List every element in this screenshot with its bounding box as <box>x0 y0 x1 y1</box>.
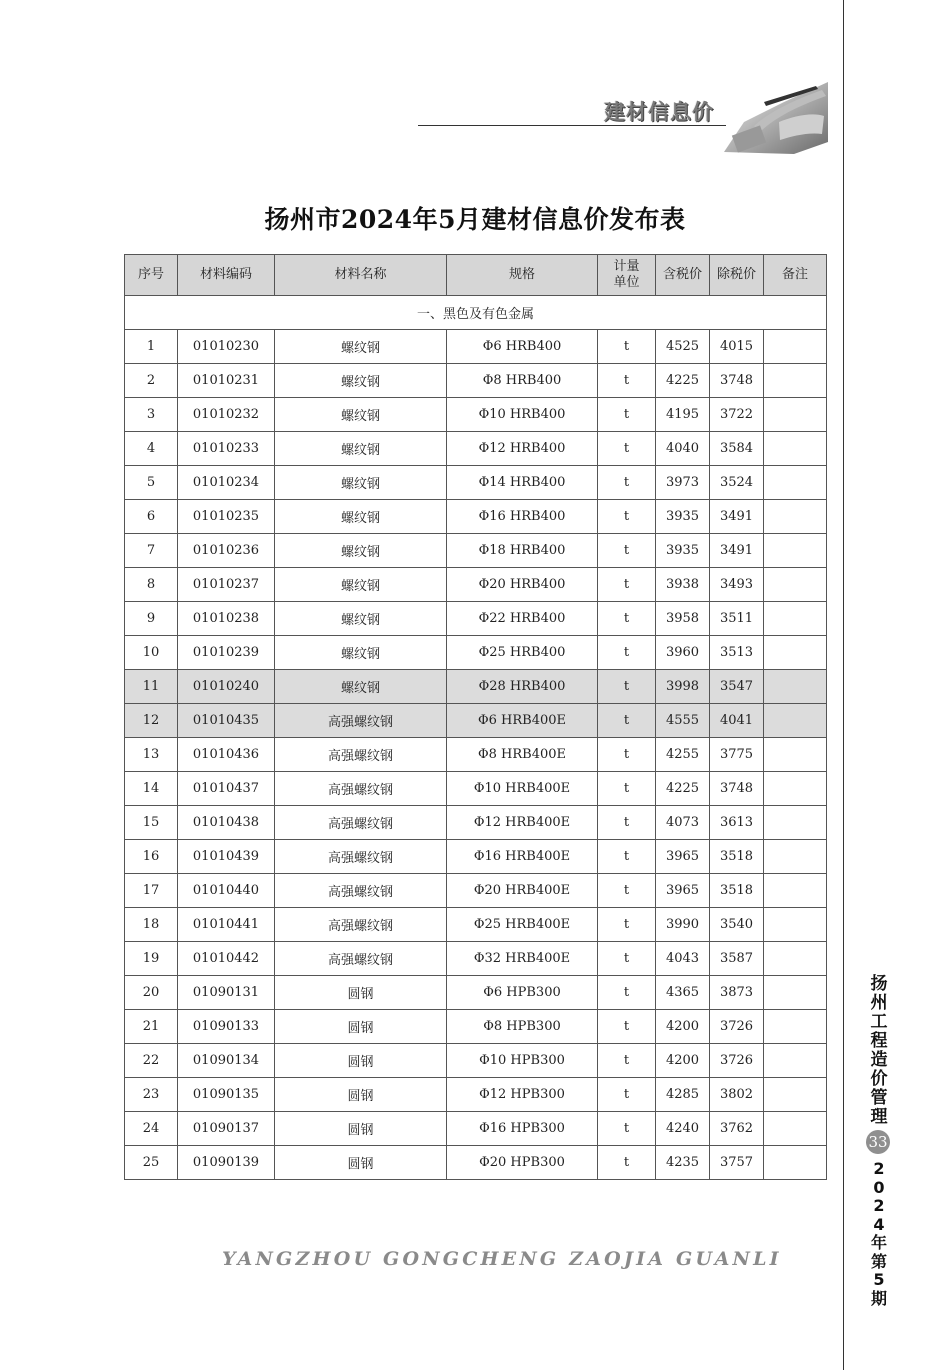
table-row <box>125 670 827 704</box>
cell-spec: Φ25 HRB400E <box>447 908 598 942</box>
cell-code: 01010235 <box>178 500 275 534</box>
cell-name: 高强螺纹钢 <box>275 942 447 976</box>
page-number-badge: 33 <box>866 1130 890 1154</box>
cell-remark <box>764 840 827 874</box>
cell-price-notax: 3518 <box>710 840 764 874</box>
cell-unit: t <box>598 942 656 976</box>
cell-unit: t <box>598 602 656 636</box>
table-row <box>125 432 827 466</box>
cell-price-tax: 4525 <box>656 330 710 364</box>
cell-unit: t <box>598 670 656 704</box>
cell-unit: t <box>598 738 656 772</box>
cell-seq: 7 <box>125 534 178 568</box>
cell-spec: Φ8 HRB400 <box>447 364 598 398</box>
cell-name: 螺纹钢 <box>275 432 447 466</box>
cell-remark <box>764 636 827 670</box>
table-row <box>125 772 827 806</box>
cell-price-notax: 3584 <box>710 432 764 466</box>
cell-name: 圆钢 <box>275 1044 447 1078</box>
cell-code: 01090139 <box>178 1146 275 1180</box>
col-header-price-tax: 含税价 <box>656 255 710 296</box>
table-row <box>125 1044 827 1078</box>
cell-price-tax: 4285 <box>656 1078 710 1112</box>
cell-price-notax: 3726 <box>710 1010 764 1044</box>
table-row <box>125 602 827 636</box>
cell-code: 01010239 <box>178 636 275 670</box>
cell-remark <box>764 1078 827 1112</box>
cell-name: 螺纹钢 <box>275 602 447 636</box>
cell-price-notax: 3547 <box>710 670 764 704</box>
cell-spec: Φ20 HRB400E <box>447 874 598 908</box>
cell-code: 01010442 <box>178 942 275 976</box>
cell-price-tax: 4043 <box>656 942 710 976</box>
cell-remark <box>764 398 827 432</box>
table-row <box>125 466 827 500</box>
table-row <box>125 874 827 908</box>
cell-spec: Φ22 HRB400 <box>447 602 598 636</box>
cell-seq: 13 <box>125 738 178 772</box>
cell-price-tax: 4073 <box>656 806 710 840</box>
cell-remark <box>764 670 827 704</box>
cell-code: 01010230 <box>178 330 275 364</box>
cell-spec: Φ25 HRB400 <box>447 636 598 670</box>
cell-seq: 24 <box>125 1112 178 1146</box>
col-header-code: 材料编码 <box>178 255 275 296</box>
cell-unit: t <box>598 908 656 942</box>
cell-price-tax: 4555 <box>656 704 710 738</box>
cell-spec: Φ20 HPB300 <box>447 1146 598 1180</box>
cell-remark <box>764 466 827 500</box>
header-title: 建材信息价 <box>604 100 714 124</box>
cell-remark <box>764 1010 827 1044</box>
cell-unit: t <box>598 636 656 670</box>
cell-price-tax: 3935 <box>656 534 710 568</box>
table-row <box>125 976 827 1010</box>
cell-seq: 8 <box>125 568 178 602</box>
cell-spec: Φ14 HRB400 <box>447 466 598 500</box>
cell-price-notax: 3775 <box>710 738 764 772</box>
section-row <box>125 296 827 330</box>
cell-seq: 6 <box>125 500 178 534</box>
cell-spec: Φ28 HRB400 <box>447 670 598 704</box>
cell-price-tax: 4255 <box>656 738 710 772</box>
section-title: 一、黑色及有色金属 <box>125 296 827 330</box>
cell-remark <box>764 568 827 602</box>
cell-price-notax: 3802 <box>710 1078 764 1112</box>
cell-code: 01010438 <box>178 806 275 840</box>
cell-price-tax: 4225 <box>656 772 710 806</box>
cell-unit: t <box>598 466 656 500</box>
cell-unit: t <box>598 1010 656 1044</box>
cell-price-notax: 3491 <box>710 500 764 534</box>
cell-price-tax: 4235 <box>656 1146 710 1180</box>
cell-name: 高强螺纹钢 <box>275 738 447 772</box>
cell-remark <box>764 942 827 976</box>
table-row <box>125 398 827 432</box>
table-row <box>125 568 827 602</box>
cell-price-notax: 3587 <box>710 942 764 976</box>
cell-name: 圆钢 <box>275 976 447 1010</box>
cell-code: 01010237 <box>178 568 275 602</box>
cell-unit: t <box>598 772 656 806</box>
cell-name: 高强螺纹钢 <box>275 874 447 908</box>
cell-price-notax: 3748 <box>710 772 764 806</box>
price-table <box>124 254 827 1180</box>
cell-spec: Φ12 HRB400E <box>447 806 598 840</box>
cell-seq: 12 <box>125 704 178 738</box>
cell-unit: t <box>598 534 656 568</box>
cell-seq: 11 <box>125 670 178 704</box>
cell-seq: 10 <box>125 636 178 670</box>
cell-remark <box>764 874 827 908</box>
cell-unit: t <box>598 1044 656 1078</box>
cell-remark <box>764 806 827 840</box>
cell-name: 圆钢 <box>275 1078 447 1112</box>
cell-remark <box>764 908 827 942</box>
cell-code: 01090135 <box>178 1078 275 1112</box>
table-row <box>125 704 827 738</box>
cell-price-tax: 4365 <box>656 976 710 1010</box>
cell-price-tax: 3973 <box>656 466 710 500</box>
cell-price-tax: 3998 <box>656 670 710 704</box>
col-header-price-notax: 除税价 <box>710 255 764 296</box>
cell-remark <box>764 976 827 1010</box>
table-row <box>125 500 827 534</box>
cell-remark <box>764 534 827 568</box>
document-title: 扬州市2024年5月建材信息价发布表 <box>264 205 686 234</box>
cell-seq: 1 <box>125 330 178 364</box>
cell-spec: Φ10 HRB400 <box>447 398 598 432</box>
table-row <box>125 806 827 840</box>
cell-code: 01010437 <box>178 772 275 806</box>
cell-name: 螺纹钢 <box>275 330 447 364</box>
cell-code: 01010236 <box>178 534 275 568</box>
table-row <box>125 1010 827 1044</box>
cell-price-tax: 3965 <box>656 840 710 874</box>
side-magazine-title: 扬州工程造价管理 <box>870 974 888 1127</box>
table-row <box>125 738 827 772</box>
cell-code: 01010234 <box>178 466 275 500</box>
cell-seq: 3 <box>125 398 178 432</box>
cell-price-notax: 3762 <box>710 1112 764 1146</box>
cell-unit: t <box>598 568 656 602</box>
cell-seq: 23 <box>125 1078 178 1112</box>
cell-code: 01090137 <box>178 1112 275 1146</box>
cell-spec: Φ8 HPB300 <box>447 1010 598 1044</box>
cell-spec: Φ10 HRB400E <box>447 772 598 806</box>
cell-name: 螺纹钢 <box>275 636 447 670</box>
table-row <box>125 1146 827 1180</box>
cell-price-notax: 4015 <box>710 330 764 364</box>
cell-spec: Φ32 HRB400E <box>447 942 598 976</box>
cell-remark <box>764 1146 827 1180</box>
cell-price-tax: 3935 <box>656 500 710 534</box>
cell-name: 螺纹钢 <box>275 466 447 500</box>
side-issue-label: 2024年第5期 <box>870 1159 887 1308</box>
cell-price-notax: 3613 <box>710 806 764 840</box>
cell-price-notax: 3748 <box>710 364 764 398</box>
col-header-spec: 规格 <box>447 255 598 296</box>
cell-spec: Φ6 HRB400 <box>447 330 598 364</box>
cell-price-tax: 4225 <box>656 364 710 398</box>
cell-name: 螺纹钢 <box>275 670 447 704</box>
cell-unit: t <box>598 806 656 840</box>
cell-seq: 2 <box>125 364 178 398</box>
cell-unit: t <box>598 1146 656 1180</box>
cell-seq: 18 <box>125 908 178 942</box>
cell-seq: 16 <box>125 840 178 874</box>
cell-name: 高强螺纹钢 <box>275 806 447 840</box>
cell-price-tax: 3965 <box>656 874 710 908</box>
cell-name: 螺纹钢 <box>275 500 447 534</box>
col-header-name: 材料名称 <box>275 255 447 296</box>
cell-spec: Φ8 HRB400E <box>447 738 598 772</box>
table-row <box>125 840 827 874</box>
cell-spec: Φ10 HPB300 <box>447 1044 598 1078</box>
cell-unit: t <box>598 500 656 534</box>
cell-seq: 17 <box>125 874 178 908</box>
cell-remark <box>764 738 827 772</box>
cell-price-tax: 4200 <box>656 1044 710 1078</box>
cell-name: 圆钢 <box>275 1010 447 1044</box>
cell-code: 01090133 <box>178 1010 275 1044</box>
cell-price-tax: 4200 <box>656 1010 710 1044</box>
cell-price-notax: 3491 <box>710 534 764 568</box>
cell-code: 01010233 <box>178 432 275 466</box>
cell-unit: t <box>598 330 656 364</box>
cell-price-notax: 3873 <box>710 976 764 1010</box>
cell-unit: t <box>598 1112 656 1146</box>
cell-price-tax: 4195 <box>656 398 710 432</box>
cell-code: 01010240 <box>178 670 275 704</box>
cell-price-notax: 3757 <box>710 1146 764 1180</box>
col-header-unit-line2: 单位 <box>613 275 640 290</box>
cell-name: 螺纹钢 <box>275 364 447 398</box>
col-header-remark: 备注 <box>764 255 827 296</box>
cell-price-notax: 3518 <box>710 874 764 908</box>
table-row <box>125 636 827 670</box>
cell-spec: Φ16 HRB400E <box>447 840 598 874</box>
col-header-seq: 序号 <box>125 255 178 296</box>
cell-price-notax: 3493 <box>710 568 764 602</box>
cell-code: 01010238 <box>178 602 275 636</box>
cell-seq: 21 <box>125 1010 178 1044</box>
cell-name: 高强螺纹钢 <box>275 704 447 738</box>
cell-code: 01010232 <box>178 398 275 432</box>
cell-price-notax: 3513 <box>710 636 764 670</box>
cell-name: 螺纹钢 <box>275 534 447 568</box>
cell-name: 圆钢 <box>275 1112 447 1146</box>
cell-remark <box>764 1112 827 1146</box>
cell-price-notax: 3540 <box>710 908 764 942</box>
cell-seq: 14 <box>125 772 178 806</box>
cell-code: 01010436 <box>178 738 275 772</box>
cell-seq: 25 <box>125 1146 178 1180</box>
cell-remark <box>764 500 827 534</box>
cell-spec: Φ18 HRB400 <box>447 534 598 568</box>
cell-remark <box>764 772 827 806</box>
cell-name: 高强螺纹钢 <box>275 772 447 806</box>
cell-seq: 22 <box>125 1044 178 1078</box>
cell-seq: 19 <box>125 942 178 976</box>
cell-price-tax: 3960 <box>656 636 710 670</box>
cell-remark <box>764 364 827 398</box>
cell-name: 高强螺纹钢 <box>275 840 447 874</box>
cell-seq: 9 <box>125 602 178 636</box>
cell-unit: t <box>598 840 656 874</box>
cell-name: 高强螺纹钢 <box>275 908 447 942</box>
cell-code: 01010435 <box>178 704 275 738</box>
cell-price-tax: 3938 <box>656 568 710 602</box>
cell-remark <box>764 1044 827 1078</box>
cell-seq: 15 <box>125 806 178 840</box>
cell-remark <box>764 330 827 364</box>
header-hand-pen-image <box>724 82 828 154</box>
cell-name: 螺纹钢 <box>275 398 447 432</box>
cell-spec: Φ12 HRB400 <box>447 432 598 466</box>
cell-seq: 4 <box>125 432 178 466</box>
cell-price-tax: 3958 <box>656 602 710 636</box>
cell-unit: t <box>598 398 656 432</box>
cell-spec: Φ12 HPB300 <box>447 1078 598 1112</box>
cell-name: 螺纹钢 <box>275 568 447 602</box>
col-header-unit <box>598 255 656 296</box>
cell-price-notax: 3511 <box>710 602 764 636</box>
cell-unit: t <box>598 874 656 908</box>
cell-price-tax: 4040 <box>656 432 710 466</box>
cell-remark <box>764 432 827 466</box>
table-row <box>125 942 827 976</box>
cell-spec: Φ16 HRB400 <box>447 500 598 534</box>
cell-price-notax: 4041 <box>710 704 764 738</box>
table-row <box>125 1078 827 1112</box>
cell-unit: t <box>598 364 656 398</box>
cell-price-tax: 4240 <box>656 1112 710 1146</box>
cell-remark <box>764 602 827 636</box>
cell-spec: Φ6 HRB400E <box>447 704 598 738</box>
cell-name: 圆钢 <box>275 1146 447 1180</box>
cell-remark <box>764 704 827 738</box>
table-row <box>125 1112 827 1146</box>
cell-price-notax: 3524 <box>710 466 764 500</box>
cell-unit: t <box>598 1078 656 1112</box>
cell-code: 01010439 <box>178 840 275 874</box>
cell-code: 01090131 <box>178 976 275 1010</box>
table-row <box>125 908 827 942</box>
table-header-row <box>125 255 827 296</box>
cell-unit: t <box>598 976 656 1010</box>
cell-spec: Φ16 HPB300 <box>447 1112 598 1146</box>
cell-unit: t <box>598 432 656 466</box>
cell-price-notax: 3726 <box>710 1044 764 1078</box>
cell-seq: 20 <box>125 976 178 1010</box>
cell-spec: Φ20 HRB400 <box>447 568 598 602</box>
cell-seq: 5 <box>125 466 178 500</box>
table-row <box>125 330 827 364</box>
cell-code: 01090134 <box>178 1044 275 1078</box>
cell-unit: t <box>598 704 656 738</box>
footer-english-title: YANGZHOU GONGCHENG ZAOJIA GUANLI <box>222 1248 782 1270</box>
table-row <box>125 364 827 398</box>
cell-code: 01010231 <box>178 364 275 398</box>
cell-spec: Φ6 HPB300 <box>447 976 598 1010</box>
cell-price-notax: 3722 <box>710 398 764 432</box>
cell-code: 01010440 <box>178 874 275 908</box>
cell-code: 01010441 <box>178 908 275 942</box>
col-header-unit-line1: 计量 <box>613 259 640 274</box>
table-row <box>125 534 827 568</box>
cell-price-tax: 3990 <box>656 908 710 942</box>
